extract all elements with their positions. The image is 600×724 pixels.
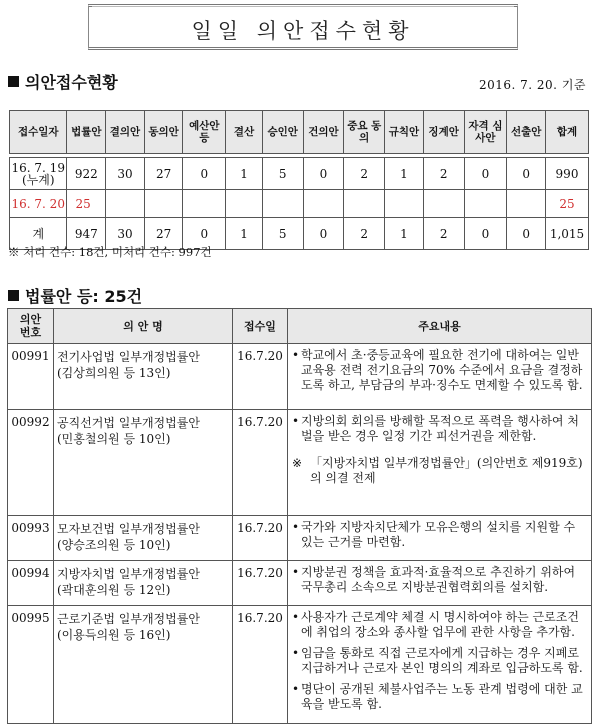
summary-cell: 25 xyxy=(546,190,589,218)
summary-row-label: 16. 7. 19 (누계) xyxy=(10,158,67,190)
bullet-dot-icon: • xyxy=(292,565,300,579)
summary-cell: 30 xyxy=(106,218,145,250)
summary-row xyxy=(10,190,589,218)
bill-name-cell xyxy=(54,344,233,410)
section-title: 법률안 등: 25건 xyxy=(25,287,143,306)
bill-name: 전기사업법 일부개정법률안 xyxy=(57,350,200,364)
summary-cell: 5 xyxy=(262,218,303,250)
page-title: 일일 의안접수현황 xyxy=(191,19,415,43)
summary-cell: 2 xyxy=(423,158,464,190)
summary-cell: 27 xyxy=(144,218,183,250)
summary-cell xyxy=(303,190,344,218)
summary-cell: 1 xyxy=(226,218,263,250)
bill-number: 00991 xyxy=(8,344,54,410)
reference-mark-icon: ※ xyxy=(292,456,303,470)
bill-name: 모자보건법 일부개정법률안 xyxy=(57,522,200,536)
bill-sponsor: (곽대훈의원 등 12인) xyxy=(57,583,171,597)
bill-summary-text: 학교에서 초·중등교육에 필요한 전기에 대하여는 일반교육용 전력 전기요금의 70% 수준에서 요금을 결정하도록 하고, 부담금의 부과·징수도 면제할 수 있도록 함. xyxy=(301,348,583,392)
bill-sponsor: (이용득의원 등 16인) xyxy=(57,628,171,642)
summary-header-cell: 동의안 xyxy=(144,111,183,154)
summary-header-cell: 자격 심사안 xyxy=(464,111,507,154)
summary-row-label: 계 xyxy=(10,218,67,250)
summary-cell: 2 xyxy=(344,158,385,190)
summary-row-label: 16. 7. 20 xyxy=(10,190,67,218)
bill-summary-item xyxy=(292,646,585,676)
bill-name-cell xyxy=(54,606,233,724)
bill-name-cell xyxy=(54,561,233,606)
summary-header-cell: 법률안 xyxy=(67,111,106,154)
bill-date: 16.7.20 xyxy=(233,561,288,606)
square-bullet-icon xyxy=(8,76,19,87)
bill-summary-text: 지방분권 정책을 효과적·효율적으로 추진하기 위하여 국무총리 소속으로 지방분권협력회의를 설치함. xyxy=(301,565,576,594)
summary-header-cell: 규칙안 xyxy=(385,111,424,154)
title-box xyxy=(88,4,518,50)
bills-header-cell: 주요내용 xyxy=(288,309,592,344)
summary-cell xyxy=(344,190,385,218)
summary-cell: 1 xyxy=(385,218,424,250)
summary-cell xyxy=(262,190,303,218)
summary-cell xyxy=(144,190,183,218)
summary-header-cell: 접수일자 xyxy=(10,111,67,154)
bill-summary-cell xyxy=(288,516,592,561)
summary-table xyxy=(9,110,589,250)
bill-summary-text: 국가와 지방자치단체가 모유은행의 설치를 지원할 수 있는 근거를 마련함. xyxy=(301,520,576,549)
bill-summary-item xyxy=(292,610,585,640)
bill-summary-cell xyxy=(288,344,592,410)
bill-summary-item xyxy=(292,520,585,550)
summary-cell: 2 xyxy=(344,218,385,250)
square-bullet-icon xyxy=(8,290,19,301)
summary-cell: 0 xyxy=(303,218,344,250)
summary-header-cell: 결의안 xyxy=(106,111,145,154)
bullet-dot-icon: • xyxy=(292,520,300,534)
bill-date: 16.7.20 xyxy=(233,344,288,410)
summary-cell: 0 xyxy=(183,158,226,190)
section-heading-bills xyxy=(8,284,142,307)
bill-row xyxy=(8,561,592,606)
summary-header-cell: 예산안 등 xyxy=(183,111,226,154)
bill-sponsor: (양승조의원 등 10인) xyxy=(57,538,171,552)
bullet-dot-icon: • xyxy=(292,646,300,660)
bill-number: 00995 xyxy=(8,606,54,724)
summary-cell xyxy=(183,190,226,218)
summary-row xyxy=(10,158,589,190)
bill-sponsor: (김상희의원 등 13인) xyxy=(57,366,171,380)
summary-header-cell: 선출안 xyxy=(507,111,546,154)
bills-header-cell: 의 안 명 xyxy=(54,309,233,344)
bill-summary-cell xyxy=(288,606,592,724)
summary-cell xyxy=(464,190,507,218)
summary-cell: 1 xyxy=(385,158,424,190)
summary-header-cell: 건의안 xyxy=(303,111,344,154)
bullet-dot-icon: • xyxy=(292,414,300,428)
summary-cell: 2 xyxy=(423,218,464,250)
summary-cell: 0 xyxy=(464,158,507,190)
bill-summary-item xyxy=(292,348,585,393)
bullet-dot-icon: • xyxy=(292,682,300,696)
bill-summary-item xyxy=(292,565,585,595)
bullet-dot-icon: • xyxy=(292,610,300,624)
summary-cell: 922 xyxy=(67,158,106,190)
bill-row xyxy=(8,344,592,410)
summary-cell xyxy=(226,190,263,218)
bill-summary-item xyxy=(292,414,585,444)
section-heading-summary xyxy=(8,70,118,93)
bill-row xyxy=(8,516,592,561)
bill-row xyxy=(8,606,592,724)
summary-header-cell: 승인안 xyxy=(262,111,303,154)
summary-cell: 1,015 xyxy=(546,218,589,250)
summary-cell: 5 xyxy=(262,158,303,190)
reference-date: 2016. 7. 20. 기준 xyxy=(478,78,586,92)
summary-cell: 1 xyxy=(226,158,263,190)
bills-header-cell: 의안 번호 xyxy=(8,309,54,344)
summary-cell: 947 xyxy=(67,218,106,250)
bills-header-cell: 접수일 xyxy=(233,309,288,344)
bill-summary-text: 임금을 통화로 직접 근로자에게 지급하는 경우 지폐로 지급하거나 근로자 본인 명의의 계좌로 입금하도록 함. xyxy=(301,646,583,675)
bill-name: 공직선거법 일부개정법률안 xyxy=(57,416,200,430)
bullet-dot-icon: • xyxy=(292,348,300,362)
summary-cell: 0 xyxy=(507,218,546,250)
bill-name: 근로기준법 일부개정법률안 xyxy=(57,612,200,626)
summary-cell xyxy=(423,190,464,218)
summary-header-cell: 중요 동의 xyxy=(344,111,385,154)
bill-date: 16.7.20 xyxy=(233,516,288,561)
summary-header-cell: 징계안 xyxy=(423,111,464,154)
reference-text: 「지방자치법 일부개정법률안」(의안번호 제919호)의 의결 전제 xyxy=(310,456,583,485)
summary-cell: 0 xyxy=(464,218,507,250)
bill-summary-item xyxy=(292,682,585,712)
bills-table xyxy=(7,308,592,724)
bill-name-cell xyxy=(54,516,233,561)
bill-summary-text: 사용자가 근로계약 체결 시 명시하여야 하는 근로조건에 취업의 장소와 종사할 업무에 관한 사항을 추가함. xyxy=(301,610,579,639)
summary-cell xyxy=(385,190,424,218)
summary-cell xyxy=(507,190,546,218)
bill-number: 00994 xyxy=(8,561,54,606)
summary-cell: 27 xyxy=(144,158,183,190)
summary-cell: 0 xyxy=(507,158,546,190)
summary-header-cell: 결산 xyxy=(226,111,263,154)
summary-cell: 25 xyxy=(67,190,106,218)
section-title: 의안접수현황 xyxy=(25,73,118,92)
bill-sponsor: (민홍철의원 등 10인) xyxy=(57,432,171,446)
bill-summary-text: 지방의회 회의를 방해할 목적으로 폭력을 행사하여 처벌을 받은 경우 일정 기간 피선거권을 제한함. xyxy=(301,414,579,443)
summary-cell: 990 xyxy=(546,158,589,190)
bill-number: 00992 xyxy=(8,410,54,516)
bill-name-cell xyxy=(54,410,233,516)
bill-reference-note xyxy=(292,456,585,486)
bill-summary-cell xyxy=(288,410,592,516)
summary-header-cell: 합계 xyxy=(546,111,589,154)
summary-cell: 0 xyxy=(183,218,226,250)
bill-date: 16.7.20 xyxy=(233,410,288,516)
bill-date: 16.7.20 xyxy=(233,606,288,724)
bill-name: 지방자치법 일부개정법률안 xyxy=(57,567,200,581)
summary-cell: 0 xyxy=(303,158,344,190)
bill-summary-cell xyxy=(288,561,592,606)
summary-cell xyxy=(106,190,145,218)
bill-number: 00993 xyxy=(8,516,54,561)
summary-cell: 30 xyxy=(106,158,145,190)
bill-row xyxy=(8,410,592,516)
processing-note: ※ 처리 건수: 18건, 미처리 건수: 997건 xyxy=(8,245,212,259)
bill-summary-text: 명단이 공개된 체불사업주는 노동 관계 법령에 대한 교육을 받도록 함. xyxy=(301,682,583,711)
